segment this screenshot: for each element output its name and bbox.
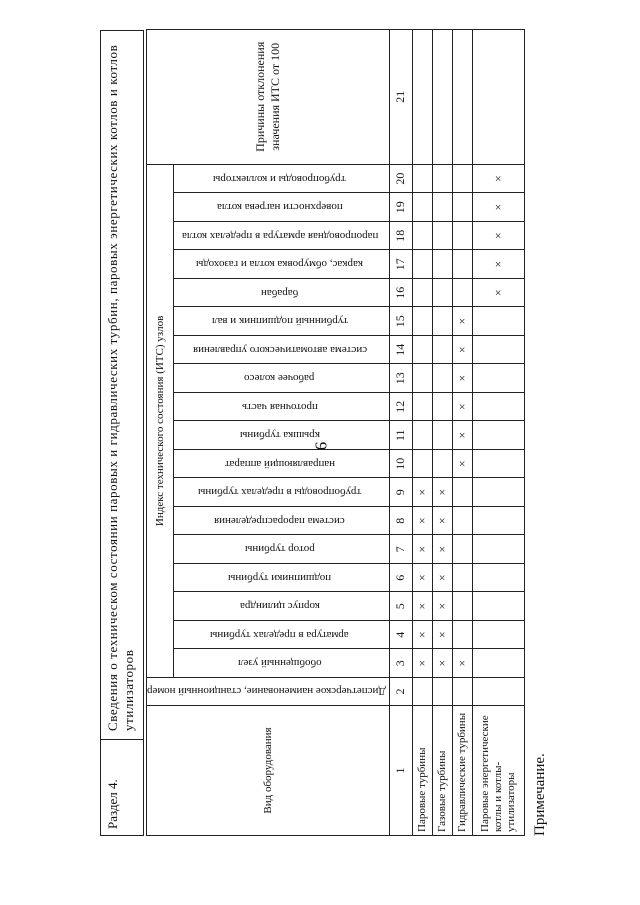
column-number: 7: [389, 535, 412, 564]
mark-cell: [452, 279, 472, 308]
mark-cell: [432, 164, 452, 193]
header-col-16: барабан: [173, 279, 389, 308]
column-number: 21: [389, 29, 412, 164]
mark-cell: [432, 393, 452, 422]
mark-cell: [472, 29, 524, 164]
mark-cell: [472, 336, 524, 365]
column-number: 10: [389, 450, 412, 479]
mark-cell: [412, 222, 432, 251]
mark-cell: [472, 393, 524, 422]
mark-cell: [472, 621, 524, 650]
mark-cell: [432, 29, 452, 164]
header-col-6: подшипники турбины: [173, 564, 389, 593]
header-col-20: трубопроводы и коллекторы: [173, 164, 389, 193]
section-title: Сведения о техническом состоянии паровых и гидравлических турбин, паровых энергетических котлов и котлов утилизаторов: [105, 44, 136, 731]
header-col-11: крышка турбины: [173, 421, 389, 450]
column-number: 16: [389, 279, 412, 308]
column-number: 5: [389, 592, 412, 621]
mark-cell: [412, 279, 432, 308]
mark-cell: ×: [472, 279, 524, 308]
mark-cell: [432, 193, 452, 222]
header-col-18: паропроводная арматура в пределах котла: [173, 222, 389, 251]
mark-cell: ×: [412, 649, 432, 678]
header-col-15: турбинный подшипник и вал: [173, 307, 389, 336]
mark-cell: [412, 336, 432, 365]
mark-cell: [412, 450, 432, 479]
note-label: Примечание.: [532, 753, 548, 836]
mark-cell: [452, 535, 472, 564]
mark-cell: [412, 193, 432, 222]
mark-cell: ×: [432, 507, 452, 536]
header-col-19: поверхности нагрева котла: [173, 193, 389, 222]
mark-cell: ×: [472, 250, 524, 279]
mark-cell: ×: [432, 564, 452, 593]
column-number: 4: [389, 621, 412, 650]
header-dispatch-name: Диспетчерское наименование, станционный номер: [147, 678, 390, 706]
mark-cell: [472, 507, 524, 536]
header-col-4: арматура в пределах турбины: [173, 621, 389, 650]
mark-cell: ×: [412, 592, 432, 621]
header-col-8: система парораспределения: [173, 507, 389, 536]
mark-cell: [452, 29, 472, 164]
mark-cell: [472, 678, 524, 706]
mark-cell: [472, 364, 524, 393]
header-col-14: система автоматического управления: [173, 336, 389, 365]
mark-cell: ×: [452, 307, 472, 336]
mark-cell: [432, 364, 452, 393]
mark-cell: ×: [412, 478, 432, 507]
mark-cell: [412, 29, 432, 164]
column-number: 1: [389, 706, 412, 836]
mark-cell: [412, 421, 432, 450]
its-table: [146, 29, 525, 836]
mark-cell: [432, 222, 452, 251]
mark-cell: [412, 678, 432, 706]
mark-cell: ×: [472, 193, 524, 222]
mark-cell: [432, 250, 452, 279]
mark-cell: [472, 592, 524, 621]
column-number: 11: [389, 421, 412, 450]
rotated-sheet: [100, 30, 548, 836]
row-label: Газовые турбины: [432, 706, 452, 836]
column-number: 8: [389, 507, 412, 536]
mark-cell: [412, 364, 432, 393]
header-equipment-type: Вид оборудования: [147, 706, 390, 836]
column-number: 18: [389, 222, 412, 251]
column-number: 2: [389, 678, 412, 706]
row-label: Паровые энергетические котлы и котлы-утилизаторы: [472, 706, 524, 836]
mark-cell: ×: [472, 164, 524, 193]
header-col-10: направляющий аппарат: [173, 450, 389, 479]
mark-cell: [452, 222, 472, 251]
mark-cell: ×: [452, 421, 472, 450]
section-header: [100, 30, 144, 836]
table-row: [432, 29, 452, 835]
column-number: 15: [389, 307, 412, 336]
mark-cell: ×: [412, 564, 432, 593]
mark-cell: ×: [432, 621, 452, 650]
row-label: Гидравлические турбины: [452, 706, 472, 836]
column-number: 14: [389, 336, 412, 365]
section-label: Раздел 4.: [101, 739, 143, 835]
mark-cell: [452, 507, 472, 536]
mark-cell: ×: [452, 450, 472, 479]
header-col-13: рабочее колесо: [173, 364, 389, 393]
header-col-9: трубопроводы в пределах турбины: [173, 478, 389, 507]
mark-cell: [452, 193, 472, 222]
mark-cell: ×: [412, 621, 432, 650]
mark-cell: [472, 478, 524, 507]
column-number: 20: [389, 164, 412, 193]
mark-cell: [452, 678, 472, 706]
mark-cell: ×: [452, 649, 472, 678]
mark-cell: [432, 279, 452, 308]
header-col-5: корпус цилиндра: [173, 592, 389, 621]
table-row: [412, 29, 432, 835]
mark-cell: [412, 250, 432, 279]
mark-cell: [412, 307, 432, 336]
row-label: Паровые турбины: [412, 706, 432, 836]
mark-cell: [452, 164, 472, 193]
mark-cell: [452, 564, 472, 593]
mark-cell: [472, 649, 524, 678]
mark-cell: ×: [452, 364, 472, 393]
table-row: [452, 29, 472, 835]
column-number: 9: [389, 478, 412, 507]
mark-cell: [472, 450, 524, 479]
mark-cell: [432, 421, 452, 450]
column-number: 19: [389, 193, 412, 222]
mark-cell: ×: [452, 393, 472, 422]
mark-cell: [432, 336, 452, 365]
mark-cell: ×: [432, 592, 452, 621]
mark-cell: ×: [452, 336, 472, 365]
header-col-7: ротор турбины: [173, 535, 389, 564]
mark-cell: ×: [412, 535, 432, 564]
mark-cell: [432, 307, 452, 336]
mark-cell: [412, 164, 432, 193]
mark-cell: [432, 450, 452, 479]
header-deviation: Причины отклонения значения ИТС от 100: [147, 29, 390, 164]
mark-cell: ×: [432, 649, 452, 678]
header-its-group: Индекс технического состояния (ИТС) узлов: [147, 164, 174, 677]
mark-cell: [452, 592, 472, 621]
mark-cell: [412, 393, 432, 422]
mark-cell: [472, 307, 524, 336]
mark-cell: ×: [432, 535, 452, 564]
header-col-12: проточная часть: [173, 393, 389, 422]
mark-cell: [432, 678, 452, 706]
page-number: 9: [311, 441, 331, 451]
mark-cell: [452, 621, 472, 650]
mark-cell: ×: [472, 222, 524, 251]
mark-cell: [472, 564, 524, 593]
mark-cell: [452, 478, 472, 507]
mark-cell: ×: [412, 507, 432, 536]
mark-cell: [472, 535, 524, 564]
mark-cell: [452, 250, 472, 279]
header-col-3: обобщенный узел: [173, 649, 389, 678]
mark-cell: [472, 421, 524, 450]
column-number: 17: [389, 250, 412, 279]
column-number: 3: [389, 649, 412, 678]
column-number: 13: [389, 364, 412, 393]
table-row: [472, 29, 524, 835]
header-col-17: каркас, обмуровка котла и газоходы: [173, 250, 389, 279]
mark-cell: ×: [432, 478, 452, 507]
column-number: 12: [389, 393, 412, 422]
column-number: 6: [389, 564, 412, 593]
